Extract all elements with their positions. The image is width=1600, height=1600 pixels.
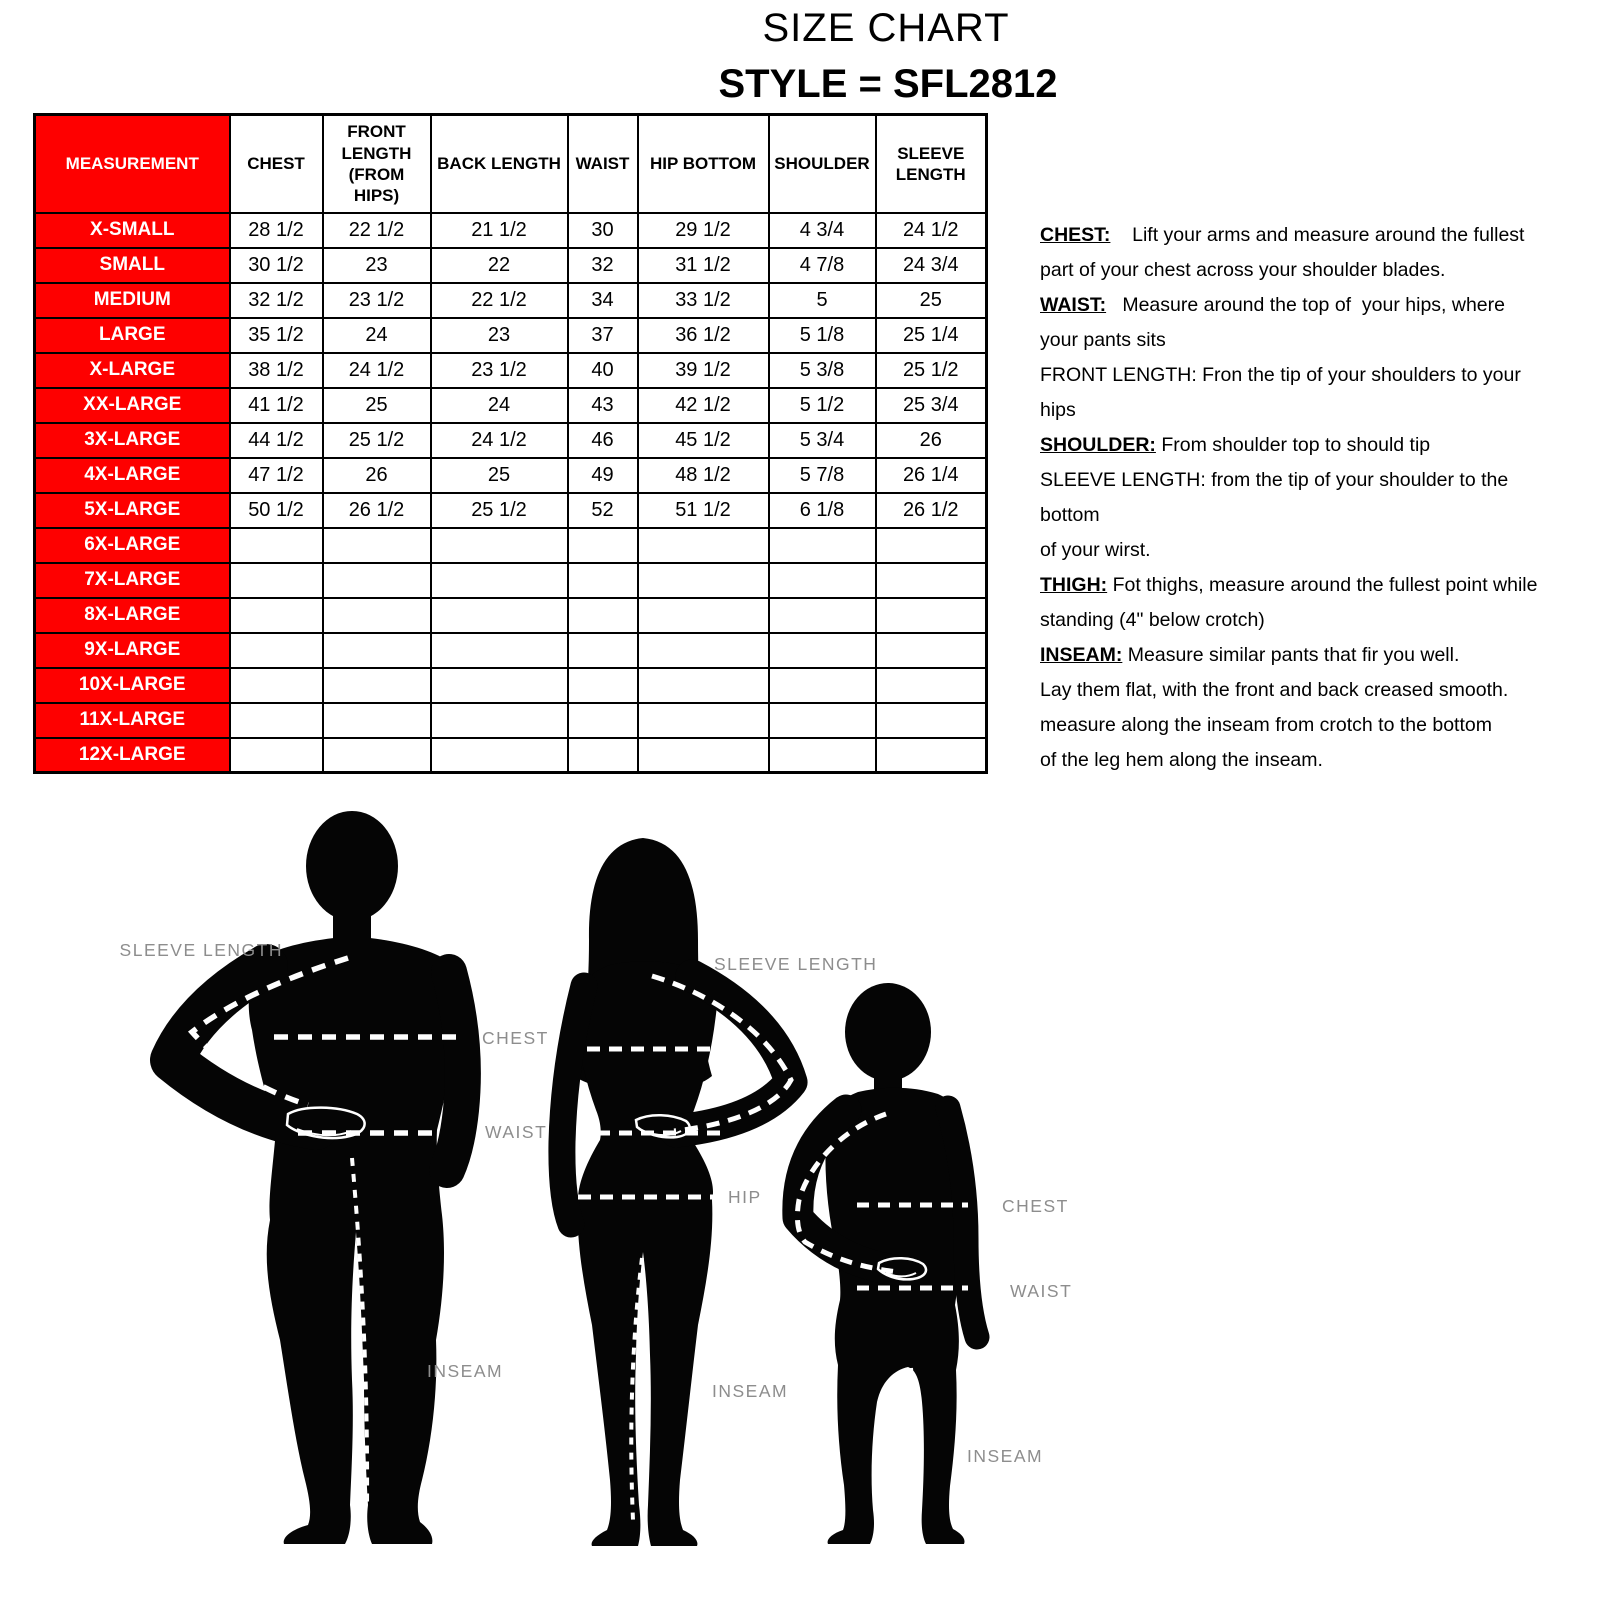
instruction-line xyxy=(1040,603,1540,638)
size-cell: SMALL xyxy=(35,248,230,283)
value-cell xyxy=(568,563,638,598)
value-cell: 23 xyxy=(323,248,431,283)
size-cell: LARGE xyxy=(35,318,230,353)
value-cell: 23 1/2 xyxy=(323,283,431,318)
value-cell xyxy=(638,703,769,738)
value-cell xyxy=(323,738,431,773)
value-cell: 24 xyxy=(431,388,568,423)
instruction-line xyxy=(1040,463,1540,533)
value-cell xyxy=(638,738,769,773)
size-cell: 4X-LARGE xyxy=(35,458,230,493)
instruction-term: THIGH: xyxy=(1040,574,1108,596)
value-cell: 52 xyxy=(568,493,638,528)
value-cell xyxy=(431,598,568,633)
value-cell xyxy=(876,633,987,668)
size-cell: 9X-LARGE xyxy=(35,633,230,668)
value-cell xyxy=(876,528,987,563)
value-cell: 42 1/2 xyxy=(638,388,769,423)
measuring-instructions xyxy=(1040,218,1540,778)
value-cell xyxy=(230,738,323,773)
value-cell: 5 xyxy=(769,283,876,318)
value-cell xyxy=(431,633,568,668)
value-cell xyxy=(230,633,323,668)
value-cell xyxy=(431,563,568,598)
instruction-line xyxy=(1040,218,1540,253)
value-cell: 37 xyxy=(568,318,638,353)
value-cell xyxy=(323,528,431,563)
instruction-line xyxy=(1040,253,1540,288)
value-cell: 22 1/2 xyxy=(431,283,568,318)
man-body xyxy=(249,938,457,1544)
value-cell: 25 1/2 xyxy=(323,423,431,458)
value-cell: 5 1/8 xyxy=(769,318,876,353)
instruction-line xyxy=(1040,288,1540,323)
instruction-text: Measure similar pants that fir you well. xyxy=(1122,644,1460,666)
value-cell xyxy=(230,563,323,598)
value-cell: 32 xyxy=(568,248,638,283)
instruction-text: SLEEVE LENGTH: from the tip of your shoulder to the bottom xyxy=(1040,469,1514,526)
value-cell xyxy=(769,598,876,633)
value-cell: 5 3/4 xyxy=(769,423,876,458)
value-cell: 24 3/4 xyxy=(876,248,987,283)
table-row xyxy=(35,528,987,563)
value-cell: 26 1/2 xyxy=(323,493,431,528)
value-cell xyxy=(769,563,876,598)
instruction-text: your pants sits xyxy=(1040,329,1166,351)
instruction-line xyxy=(1040,708,1540,743)
value-cell: 25 xyxy=(323,388,431,423)
table-header-row xyxy=(35,115,987,213)
table-row xyxy=(35,458,987,493)
table-row xyxy=(35,353,987,388)
table-row xyxy=(35,318,987,353)
woman-sleeve-length-label: SLEEVE LENGTH xyxy=(714,954,878,974)
table-row xyxy=(35,213,987,248)
value-cell xyxy=(638,633,769,668)
value-cell xyxy=(568,598,638,633)
man-sleeve-length-label: SLEEVE LENGTH xyxy=(119,940,283,960)
waist-label: WAIST xyxy=(485,1122,548,1142)
instruction-text: standing (4" below crotch) xyxy=(1040,609,1265,631)
instruction-text: Measure around the top of your hips, where xyxy=(1106,294,1505,316)
column-header: MEASUREMENT xyxy=(35,115,230,213)
value-cell xyxy=(876,703,987,738)
value-cell: 24 1/2 xyxy=(876,213,987,248)
size-cell: 11X-LARGE xyxy=(35,703,230,738)
instruction-term: CHEST: xyxy=(1040,224,1111,246)
chest-label: CHEST xyxy=(482,1028,549,1048)
instruction-term: INSEAM: xyxy=(1040,644,1123,666)
column-header: FRONT LENGTH (FROM HIPS) xyxy=(323,115,431,213)
instruction-text: Lift your arms and measure around the fullest xyxy=(1110,224,1525,246)
instruction-line xyxy=(1040,638,1540,673)
instruction-line xyxy=(1040,743,1540,778)
instruction-text: Fot thighs, measure around the fullest point while xyxy=(1107,574,1538,596)
value-cell: 46 xyxy=(568,423,638,458)
value-cell: 48 1/2 xyxy=(638,458,769,493)
value-cell: 6 1/8 xyxy=(769,493,876,528)
instruction-text: FRONT LENGTH: Fron the tip of your shoulders to your hips xyxy=(1040,364,1527,421)
child-inseam-line xyxy=(911,1368,921,1486)
instruction-text: Lay them flat, with the front and back creased smooth. xyxy=(1040,679,1509,701)
table-body xyxy=(35,213,987,773)
size-cell: 6X-LARGE xyxy=(35,528,230,563)
instruction-line xyxy=(1040,673,1540,708)
value-cell xyxy=(769,668,876,703)
size-cell: 5X-LARGE xyxy=(35,493,230,528)
value-cell: 23 xyxy=(431,318,568,353)
man-right-arm xyxy=(447,972,463,1170)
value-cell: 24 1/2 xyxy=(431,423,568,458)
value-cell: 25 1/2 xyxy=(431,493,568,528)
size-cell: 10X-LARGE xyxy=(35,668,230,703)
value-cell: 25 xyxy=(876,283,987,318)
value-cell: 28 1/2 xyxy=(230,213,323,248)
value-cell: 24 1/2 xyxy=(323,353,431,388)
table-row xyxy=(35,738,987,773)
value-cell: 29 1/2 xyxy=(638,213,769,248)
instruction-text: measure along the inseam from crotch to the bottom xyxy=(1040,714,1492,736)
value-cell: 31 1/2 xyxy=(638,248,769,283)
table-row xyxy=(35,388,987,423)
style-subtitle: STYLE = SFL2812 xyxy=(718,62,1058,106)
value-cell: 25 xyxy=(431,458,568,493)
value-cell: 30 1/2 xyxy=(230,248,323,283)
size-cell: 12X-LARGE xyxy=(35,738,230,773)
value-cell: 32 1/2 xyxy=(230,283,323,318)
value-cell xyxy=(230,598,323,633)
value-cell xyxy=(323,563,431,598)
value-cell xyxy=(876,598,987,633)
child-chest-label: CHEST xyxy=(1002,1196,1069,1216)
value-cell: 36 1/2 xyxy=(638,318,769,353)
value-cell: 26 1/2 xyxy=(876,493,987,528)
value-cell xyxy=(568,738,638,773)
value-cell xyxy=(323,703,431,738)
value-cell: 25 1/2 xyxy=(876,353,987,388)
value-cell: 5 3/8 xyxy=(769,353,876,388)
table-row xyxy=(35,598,987,633)
hip-label: HIP xyxy=(728,1187,762,1207)
value-cell: 30 xyxy=(568,213,638,248)
value-cell: 4 7/8 xyxy=(769,248,876,283)
value-cell xyxy=(769,738,876,773)
size-cell: MEDIUM xyxy=(35,283,230,318)
instruction-text: of your wirst. xyxy=(1040,539,1151,561)
child-waist-label: WAIST xyxy=(1010,1281,1073,1301)
value-cell xyxy=(230,668,323,703)
instruction-text: of the leg hem along the inseam. xyxy=(1040,749,1323,771)
value-cell: 50 1/2 xyxy=(230,493,323,528)
value-cell: 22 xyxy=(431,248,568,283)
column-header: CHEST xyxy=(230,115,323,213)
value-cell: 26 xyxy=(876,423,987,458)
value-cell xyxy=(323,668,431,703)
size-cell: X-SMALL xyxy=(35,213,230,248)
value-cell: 22 1/2 xyxy=(323,213,431,248)
table-row xyxy=(35,423,987,458)
instruction-text: part of your chest across your shoulder blades. xyxy=(1040,259,1446,281)
value-cell: 5 1/2 xyxy=(769,388,876,423)
value-cell: 45 1/2 xyxy=(638,423,769,458)
value-cell: 40 xyxy=(568,353,638,388)
child-inseam-label: INSEAM xyxy=(967,1446,1044,1466)
value-cell: 25 3/4 xyxy=(876,388,987,423)
column-header: SLEEVE LENGTH xyxy=(876,115,987,213)
value-cell xyxy=(876,738,987,773)
value-cell xyxy=(568,703,638,738)
size-cell: X-LARGE xyxy=(35,353,230,388)
instruction-line xyxy=(1040,358,1540,428)
column-header: WAIST xyxy=(568,115,638,213)
value-cell: 24 xyxy=(323,318,431,353)
value-cell: 38 1/2 xyxy=(230,353,323,388)
silhouette-figure-diagram xyxy=(0,780,1600,1600)
instruction-line xyxy=(1040,568,1540,603)
value-cell xyxy=(568,633,638,668)
value-cell: 34 xyxy=(568,283,638,318)
table-row xyxy=(35,703,987,738)
size-cell: 8X-LARGE xyxy=(35,598,230,633)
value-cell xyxy=(876,668,987,703)
value-cell xyxy=(431,528,568,563)
value-cell: 39 1/2 xyxy=(638,353,769,388)
column-header: BACK LENGTH xyxy=(431,115,568,213)
value-cell xyxy=(323,598,431,633)
table-row xyxy=(35,493,987,528)
value-cell: 23 1/2 xyxy=(431,353,568,388)
value-cell xyxy=(769,633,876,668)
child-head xyxy=(845,983,931,1081)
value-cell: 33 1/2 xyxy=(638,283,769,318)
child-silhouette xyxy=(798,983,977,1544)
instruction-term: WAIST: xyxy=(1040,294,1107,316)
value-cell: 49 xyxy=(568,458,638,493)
value-cell: 4 3/4 xyxy=(769,213,876,248)
value-cell xyxy=(568,528,638,563)
instruction-text: From shoulder top to should tip xyxy=(1155,434,1431,456)
man-inseam-label: INSEAM xyxy=(427,1361,504,1381)
size-cell: 7X-LARGE xyxy=(35,563,230,598)
man-silhouette xyxy=(172,811,463,1544)
value-cell: 26 1/4 xyxy=(876,458,987,493)
size-chart-table xyxy=(33,113,988,774)
instruction-line xyxy=(1040,428,1540,463)
value-cell xyxy=(230,703,323,738)
value-cell xyxy=(568,668,638,703)
size-cell: 3X-LARGE xyxy=(35,423,230,458)
value-cell: 26 xyxy=(323,458,431,493)
value-cell xyxy=(431,668,568,703)
value-cell xyxy=(769,528,876,563)
table-row xyxy=(35,248,987,283)
value-cell xyxy=(638,563,769,598)
value-cell xyxy=(230,528,323,563)
value-cell: 5 7/8 xyxy=(769,458,876,493)
value-cell xyxy=(769,703,876,738)
value-cell xyxy=(638,528,769,563)
value-cell: 21 1/2 xyxy=(431,213,568,248)
instruction-line xyxy=(1040,533,1540,568)
value-cell xyxy=(638,668,769,703)
value-cell: 35 1/2 xyxy=(230,318,323,353)
value-cell: 47 1/2 xyxy=(230,458,323,493)
table-row xyxy=(35,668,987,703)
table-row xyxy=(35,563,987,598)
table-row xyxy=(35,633,987,668)
column-header: HIP BOTTOM xyxy=(638,115,769,213)
page-title: SIZE CHART xyxy=(762,6,1010,50)
value-cell: 41 1/2 xyxy=(230,388,323,423)
value-cell xyxy=(638,598,769,633)
value-cell xyxy=(431,703,568,738)
value-cell: 51 1/2 xyxy=(638,493,769,528)
instruction-term: SHOULDER: xyxy=(1040,434,1156,456)
value-cell: 44 1/2 xyxy=(230,423,323,458)
value-cell xyxy=(431,738,568,773)
value-cell: 43 xyxy=(568,388,638,423)
column-header: SHOULDER xyxy=(769,115,876,213)
size-cell: XX-LARGE xyxy=(35,388,230,423)
woman-inseam-label: INSEAM xyxy=(712,1381,789,1401)
instruction-line xyxy=(1040,323,1540,358)
value-cell: 25 1/4 xyxy=(876,318,987,353)
value-cell xyxy=(323,633,431,668)
value-cell xyxy=(876,563,987,598)
table-row xyxy=(35,283,987,318)
